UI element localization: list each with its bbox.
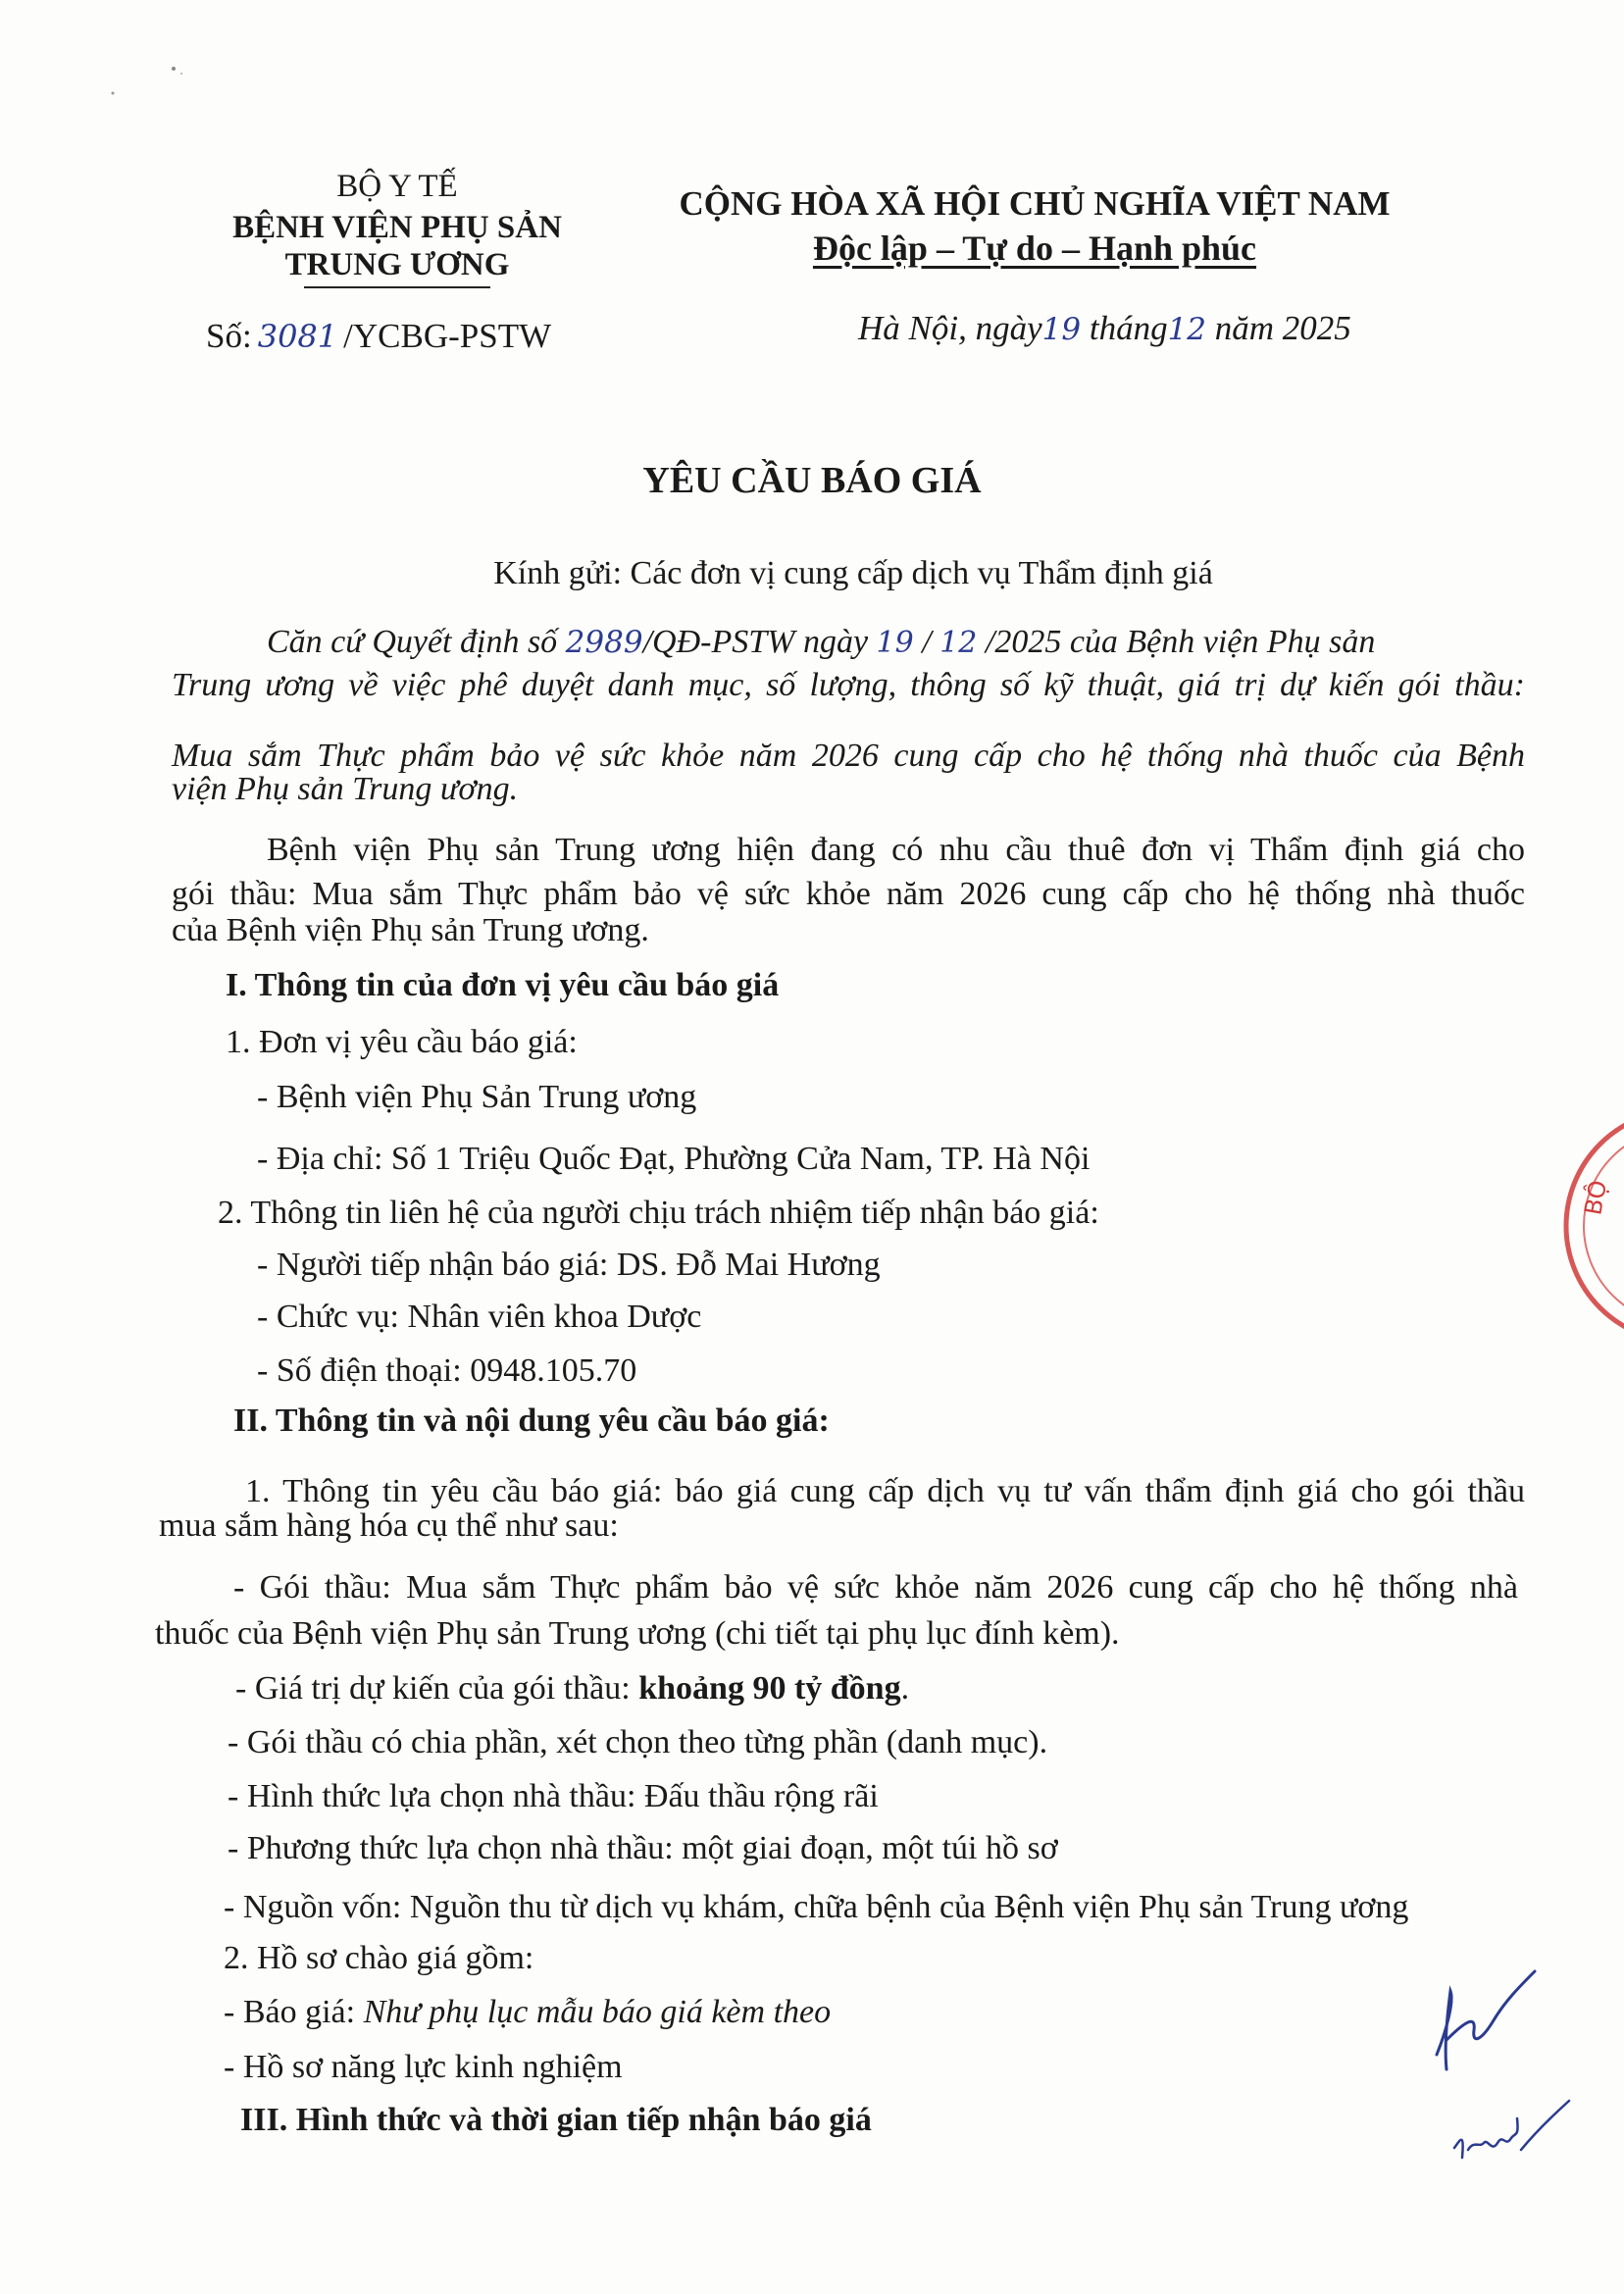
header-underline-left (304, 286, 490, 288)
section-2-heading: II. Thông tin và nội dung yêu cầu báo giá: (233, 1402, 830, 1439)
section-1-item-2: 2. Thông tin liên hệ của người chịu trách nhiệm tiếp nhận báo giá: (218, 1195, 1099, 1231)
basis-text-c: /2025 của Bệnh viện Phụ sản (985, 624, 1376, 660)
date-prefix: Hà Nội, ngày (858, 309, 1042, 347)
requesting-unit: - Bệnh viện Phụ Sản Trung ương (257, 1079, 697, 1115)
national-motto: Độc lập – Tự do – Hạnh phúc (812, 229, 1257, 268)
doc-number-handwritten: 3081 (257, 318, 338, 355)
document-title: YÊU CẦU BÁO GIÁ (642, 460, 982, 501)
capability-profile: - Hồ sơ năng lực kinh nghiệm (224, 2049, 623, 2085)
intro-line-2: gói thầu: Mua sắm Thực phẩm bảo vệ sức khỏe năm 2026 cung cấp cho hệ thống nhà thuốc (172, 876, 1525, 912)
section-3-heading: III. Hình thức và thời gian tiếp nhận báo giá (240, 2102, 872, 2138)
funding-source: - Nguồn vốn: Nguồn thu từ dịch vụ khám, chữa bệnh của Bệnh viện Phụ sản Trung ương (224, 1889, 1409, 1925)
section-1-heading: I. Thông tin của đơn vị yêu cầu báo giá (226, 967, 780, 1003)
basis-sep: / (922, 624, 932, 660)
section-2-item-1-line-1: 1. Thông tin yêu cầu báo giá: báo giá cung cấp dịch vụ tư vấn thẩm định giá cho gói thầu (245, 1473, 1525, 1509)
initials-mark (1446, 2089, 1574, 2177)
estimated-value-period: . (900, 1670, 910, 1707)
basis-text-b: /QĐ-PSTW ngày (642, 624, 869, 660)
basis-line-4: viện Phụ sản Trung ương. (172, 771, 519, 807)
estimated-value (235, 1670, 909, 1708)
basis-line-3: Mua sắm Thực phẩm bảo vệ sức khỏe năm 2026 cung cấp cho hệ thống nhà thuốc của Bệnh (172, 738, 1525, 774)
scan-specks (93, 54, 211, 113)
date-month-handwritten: 12 (1167, 312, 1207, 347)
quotation-appendix-note: Như phụ lục mẫu báo giá kèm theo (363, 1994, 832, 2030)
hospital-name-line1: BỆNH VIỆN PHỤ SẢN (232, 210, 562, 245)
basis-text-a: Căn cứ Quyết định số (267, 624, 558, 660)
quotation-form (224, 1994, 831, 2031)
package-line-2: thuốc của Bệnh viện Phụ sản Trung ương (chi tiết tại phụ lục đính kèm). (155, 1615, 1120, 1652)
date-year: năm 2025 (1214, 309, 1351, 347)
contact-person: - Người tiếp nhận báo giá: DS. Đỗ Mai Hương (257, 1247, 881, 1283)
requesting-unit-address: - Địa chỉ: Số 1 Triệu Quốc Đạt, Phường Cửa Nam, TP. Hà Nội (257, 1141, 1091, 1177)
section-1-item-1: 1. Đơn vị yêu cầu báo giá: (226, 1024, 578, 1060)
intro-line-3: của Bệnh viện Phụ sản Trung ương. (172, 912, 649, 948)
intro-line-1: Bệnh viện Phụ sản Trung ương hiện đang có nhu cầu thuê đơn vị Thẩm định giá cho (267, 832, 1525, 868)
recipient: Kính gửi: Các đơn vị cung cấp dịch vụ Thẩm định giá (493, 555, 1213, 591)
stamp-mark (1559, 1079, 1624, 1373)
basis-line-1 (267, 624, 1375, 661)
ministry-name: BỘ Y TẾ (336, 169, 458, 204)
document-number (206, 317, 551, 356)
quotation-label: - Báo giá: (224, 1994, 356, 2030)
selection-form: - Hình thức lựa chọn nhà thầu: Đấu thầu rộng rãi (228, 1778, 879, 1814)
country-name: CỘNG HÒA XÃ HỘI CHỦ NGHĨA VIỆT NAM (679, 184, 1391, 223)
section-2-item-1-line-2: mua sắm hàng hóa cụ thể như sau: (159, 1507, 619, 1544)
section-2-item-2: 2. Hồ sơ chào giá gồm: (224, 1940, 534, 1976)
hospital-name-line2: TRUNG ƯƠNG (284, 247, 510, 282)
place-date (858, 309, 1351, 348)
date-month-label: tháng (1089, 309, 1168, 347)
package-split: - Gói thầu có chia phần, xét chọn theo từng phần (danh mục). (228, 1724, 1048, 1760)
stamp-text: BỘ (1579, 1178, 1613, 1218)
doc-number-suffix: /YCBG-PSTW (343, 317, 552, 355)
estimated-value-amount: khoảng 90 tỷ đồng (638, 1670, 901, 1707)
basis-line-2: Trung ương về việc phê duyệt danh mục, số lượng, thông số kỹ thuật, giá trị dự kiến gói thầu: (172, 667, 1525, 703)
package-line-1: - Gói thầu: Mua sắm Thực phẩm bảo vệ sức khỏe năm 2026 cung cấp cho hệ thống nhà (233, 1569, 1518, 1606)
selection-method: - Phương thức lựa chọn nhà thầu: một giai đoạn, một túi hồ sơ (228, 1830, 1058, 1866)
estimated-value-label: - Giá trị dự kiến của gói thầu: (235, 1670, 631, 1707)
decision-number-handwritten: 2989 (565, 625, 643, 660)
contact-position: - Chức vụ: Nhân viên khoa Dược (257, 1299, 702, 1335)
date-day-handwritten: 19 (1041, 312, 1082, 347)
decision-day-handwritten: 19 (876, 626, 914, 660)
decision-month-handwritten: 12 (939, 626, 978, 660)
doc-number-prefix: Số: (206, 317, 252, 355)
signature-mark (1417, 1962, 1545, 2079)
contact-phone: - Số điện thoại: 0948.105.70 (257, 1352, 637, 1389)
